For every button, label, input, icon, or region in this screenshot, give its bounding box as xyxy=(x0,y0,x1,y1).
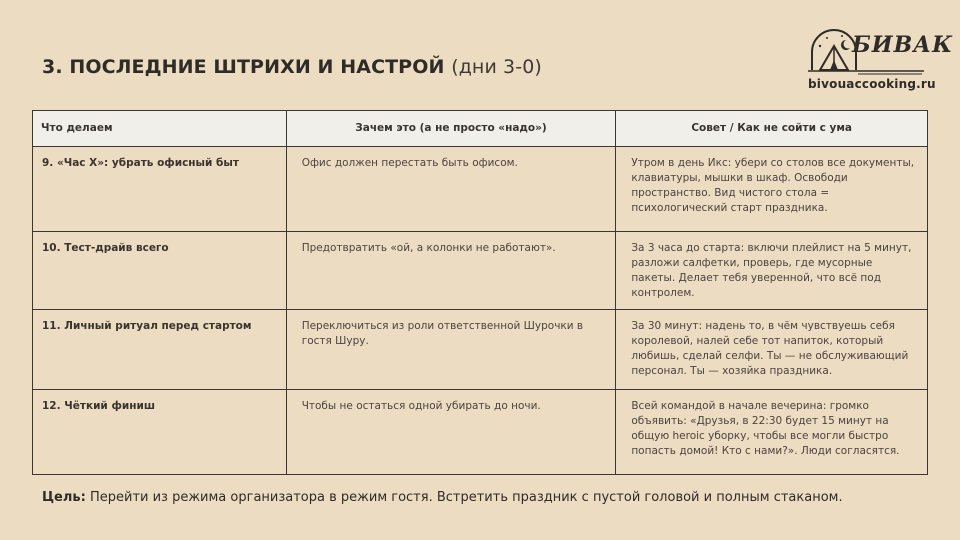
brand-wordmark: БИВАК xyxy=(852,32,954,58)
table-row xyxy=(33,147,928,232)
column-header-tip: Совет / Как не сойти с ума xyxy=(616,111,928,147)
goal-statement xyxy=(42,490,843,505)
table-row xyxy=(33,232,928,310)
table-header-row xyxy=(33,111,928,147)
column-header-what: Что делаем xyxy=(33,111,287,147)
cell-tip: Утром в день Икс: убери со столов все документы, клавиатуры, мышки в шкаф. Освободи пространство. Вид чистого стола = психологический старт праздника. xyxy=(616,147,928,232)
cell-what: 9. «Час Х»: убрать офисный быт xyxy=(33,147,287,232)
goal-label: Цель: xyxy=(42,490,86,505)
checklist-table xyxy=(32,110,928,475)
table-row xyxy=(33,390,928,475)
cell-why: Офис должен перестать быть офисом. xyxy=(286,147,616,232)
page-title-main: 3. ПОСЛЕДНИЕ ШТРИХИ И НАСТРОЙ xyxy=(42,56,445,78)
cell-tip: Всей командой в начале вечерина: громко объявить: «Друзья, в 22:30 будет 15 минут на общую heroic уборку, чтобы все могли быстро попасть домой! Кто с нами?». Люди согласятся. xyxy=(616,390,928,475)
page-title xyxy=(42,56,542,78)
cell-what: 10. Тест-драйв всего xyxy=(33,232,287,310)
cell-why: Чтобы не остаться одной убирать до ночи. xyxy=(286,390,616,475)
cell-tip: За 3 часа до старта: включи плейлист на 5 минут, разложи салфетки, проверь, где мусорные пакеты. Делает тебя уверенной, что всё под контролем. xyxy=(616,232,928,310)
table-row xyxy=(33,310,928,390)
brand-site-link[interactable]: bivouaccooking.ru xyxy=(808,77,936,91)
cell-what: 11. Личный ритуал перед стартом xyxy=(33,310,287,390)
cell-why: Переключиться из роли ответственной Шурочки в гостя Шуру. xyxy=(286,310,616,390)
cell-why: Предотвратить «ой, а колонки не работают». xyxy=(286,232,616,310)
page-title-days: (дни 3-0) xyxy=(451,56,542,78)
brand-logo xyxy=(806,26,954,98)
cell-what: 12. Чёткий финиш xyxy=(33,390,287,475)
cell-tip: За 30 минут: надень то, в чём чувствуешь себя королевой, налей себе тот напиток, который любишь, сделай селфи. Ты — не обслуживающий персонал. Ты — хозяйка праздника. xyxy=(616,310,928,390)
column-header-why: Зачем это (а не просто «надо») xyxy=(286,111,616,147)
goal-text: Перейти из режима организатора в режим гостя. Встретить праздник с пустой головой и полным стаканом. xyxy=(89,490,843,505)
